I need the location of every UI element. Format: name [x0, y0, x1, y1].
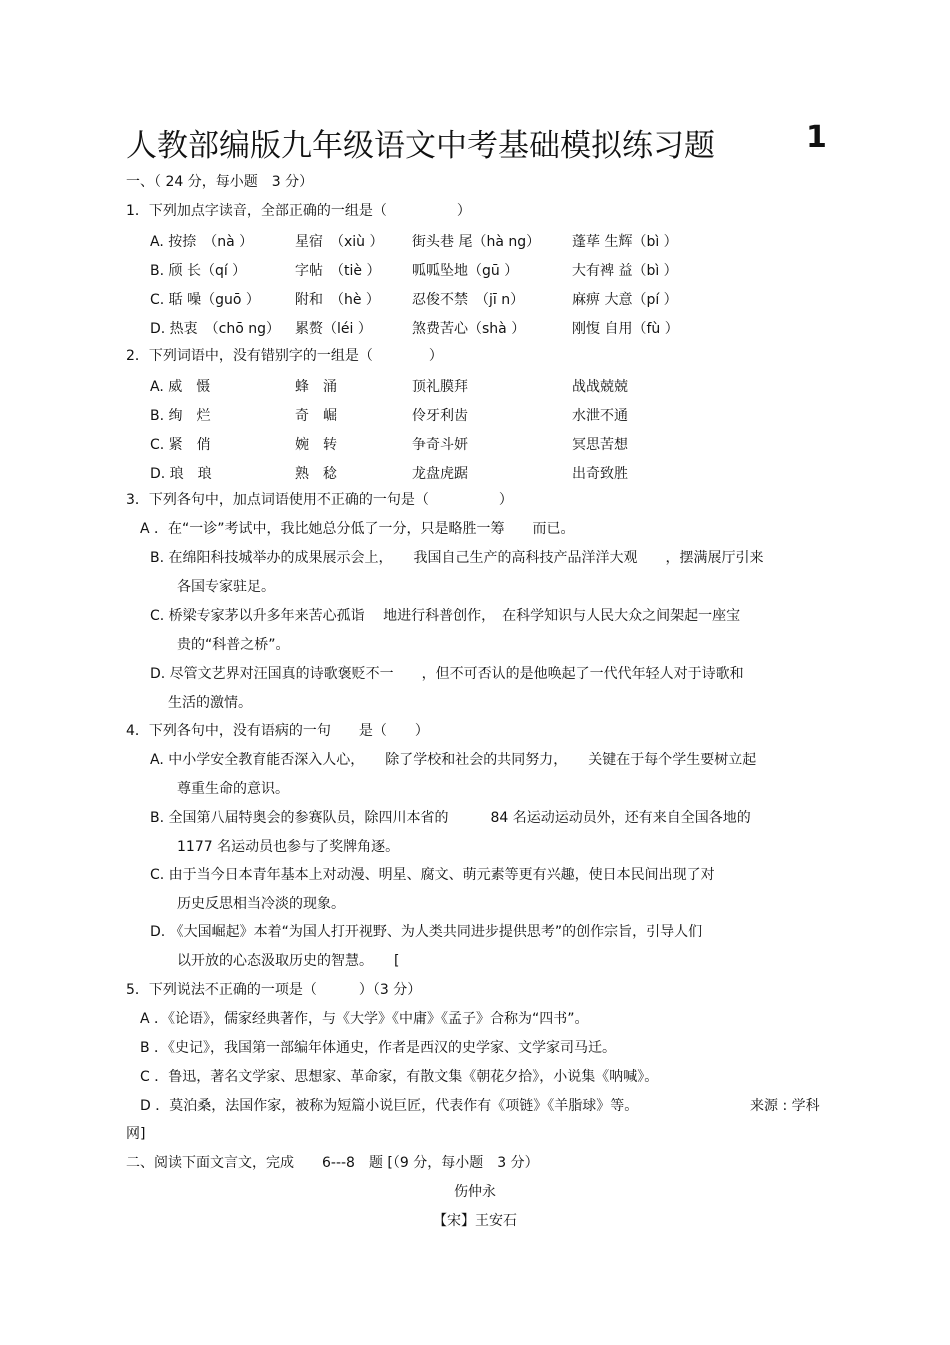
q1-stem: 1．下列加点字读音，全部正确的一组是（ ）	[126, 203, 471, 219]
q5-stem: 5．下列说法不正确的一项是（ ）（3 分）	[126, 982, 422, 998]
q1-a-2: 星宿 （xiù ）	[295, 234, 384, 250]
q2-d-2: 熟 稔	[295, 466, 337, 482]
q3-option-d-cont: 生活的激情。	[168, 695, 252, 711]
q1-b-4: 大有裨 益（bì ）	[572, 263, 678, 279]
q2-b-1: B. 绚 烂	[150, 408, 211, 424]
q4-option-b-cont: 1177 名运动员也参与了奖牌角逐。	[177, 839, 400, 855]
q1-b-1: B. 颀 长（qí ）	[150, 263, 247, 279]
q4-option-d: D. 《大国崛起》本着“为国人打开视野、为人类共同进步提供思考”的创作宗旨，引导人们	[150, 924, 703, 940]
q1-c-2: 附和 （hè ）	[295, 292, 380, 308]
q2-a-3: 顶礼膜拜	[412, 379, 468, 395]
q4-option-b: B. 全国第八届特奥会的参赛队员，除四川本省的 84 名运动运动员外，还有来自全国各地的	[150, 810, 751, 826]
passage-title: 伤仲永	[454, 1184, 496, 1200]
q4-stem: 4．下列各句中，没有语病的一句 是（ ）	[126, 723, 429, 739]
q2-c-4: 冥思苦想	[572, 437, 628, 453]
q5-option-a: A ．《论语》，儒家经典著作，与《大学》《中庸》《孟子》合称为“四书”。	[140, 1011, 589, 1027]
q2-a-1: A. 威 慑	[150, 379, 211, 395]
q4-option-a: A. 中小学安全教育能否深入人心， 除了学校和社会的共同努力， 关键在于每个学生要树立起	[150, 752, 757, 768]
section-2-heading: 二、阅读下面文言文，完成 6---8 题 [（9 分，每小题 3 分）	[126, 1155, 539, 1171]
q2-stem: 2．下列词语中，没有错别字的一组是（ ）	[126, 348, 443, 364]
q1-a-1: A. 按捺 （nà ）	[150, 234, 254, 250]
q2-a-4: 战战兢兢	[572, 379, 628, 395]
q2-d-1: D. 琅 琅	[150, 466, 212, 482]
q4-option-c: C. 由于当今日本青年基本上对动漫、明星、腐文、萌元素等更有兴趣，使日本民间出现了对	[150, 867, 715, 883]
q3-option-b: B. 在绵阳科技城举办的成果展示会上， 我国自己生产的高科技产品洋洋大观 ，摆满展厅引来	[150, 550, 764, 566]
source-note-cont: 网]	[126, 1126, 146, 1142]
q1-d-4: 刚愎 自用（fù ）	[572, 321, 679, 337]
q2-d-3: 龙盘虎踞	[412, 466, 468, 482]
q5-option-d: D ．莫泊桑，法国作家，被称为短篇小说巨匠，代表作有《项链》《羊脂球》等。	[140, 1098, 639, 1114]
q1-a-4: 蓬荜 生辉（bì ）	[572, 234, 678, 250]
q3-option-a: A ．在“一诊”考试中，我比她总分低了一分，只是略胜一筹 而已。	[140, 521, 575, 537]
title-text: 人教部编版九年级语文中考基础模拟练习题	[126, 128, 715, 164]
q2-c-2: 婉 转	[295, 437, 337, 453]
q1-b-2: 字帖 （tiè ）	[295, 263, 381, 279]
q1-c-4: 麻痹 大意（pí ）	[572, 292, 678, 308]
q1-d-3: 煞费苦心（shà ）	[412, 321, 526, 337]
document-title	[126, 120, 826, 165]
q2-b-3: 伶牙利齿	[412, 408, 468, 424]
q2-c-3: 争奇斗妍	[412, 437, 468, 453]
passage-author: 【宋】王安石	[433, 1213, 517, 1229]
q3-option-d: D. 尽管文艺界对汪国真的诗歌褒贬不一 ，但不可否认的是他唤起了一代代年轻人对于诗歌和	[150, 666, 744, 682]
title-number: 1	[806, 120, 827, 155]
q1-d-2: 累赘（léi ）	[295, 321, 372, 337]
q3-stem: 3．下列各句中，加点词语使用不正确的一句是（ ）	[126, 492, 513, 508]
q3-option-c-cont: 贵的“科普之桥”。	[177, 637, 290, 653]
q1-c-3: 忍俊不禁 （jī n）	[412, 292, 525, 308]
q1-b-3: 呱呱坠地（gū ）	[412, 263, 519, 279]
source-note: 来源 : 学科	[750, 1098, 820, 1114]
q2-c-1: C. 紧 俏	[150, 437, 211, 453]
q1-a-3: 街头巷 尾（hà ng）	[412, 234, 541, 250]
q4-option-d-cont: 以开放的心态汲取历史的智慧。 [	[177, 953, 400, 969]
q2-a-2: 蜂 涌	[295, 379, 337, 395]
q1-d-1: D. 热衷 （chō ng）	[150, 321, 281, 337]
section-1-heading: 一、（ 24 分，每小题 3 分）	[126, 174, 314, 190]
q3-option-c: C. 桥梁专家茅以升多年来苦心孤诣 地进行科普创作， 在科学知识与人民大众之间架起一座宝	[150, 608, 741, 624]
q2-d-4: 出奇致胜	[572, 466, 628, 482]
q5-option-b: B ．《史记》，我国第一部编年体通史，作者是西汉的史学家、文学家司马迁。	[140, 1040, 617, 1056]
q4-option-a-cont: 尊重生命的意识。	[177, 781, 289, 797]
q4-option-c-cont: 历史反思相当冷淡的现象。	[177, 896, 345, 912]
q5-option-c: C ．鲁迅，著名文学家、思想家、革命家，有散文集《朝花夕拾》，小说集《呐喊》。	[140, 1069, 659, 1085]
q2-b-4: 水泄不通	[572, 408, 628, 424]
q1-c-1: C. 聒 噪（guō ）	[150, 292, 260, 308]
q2-b-2: 奇 崛	[295, 408, 337, 424]
q3-option-b-cont: 各国专家驻足。	[177, 579, 275, 595]
